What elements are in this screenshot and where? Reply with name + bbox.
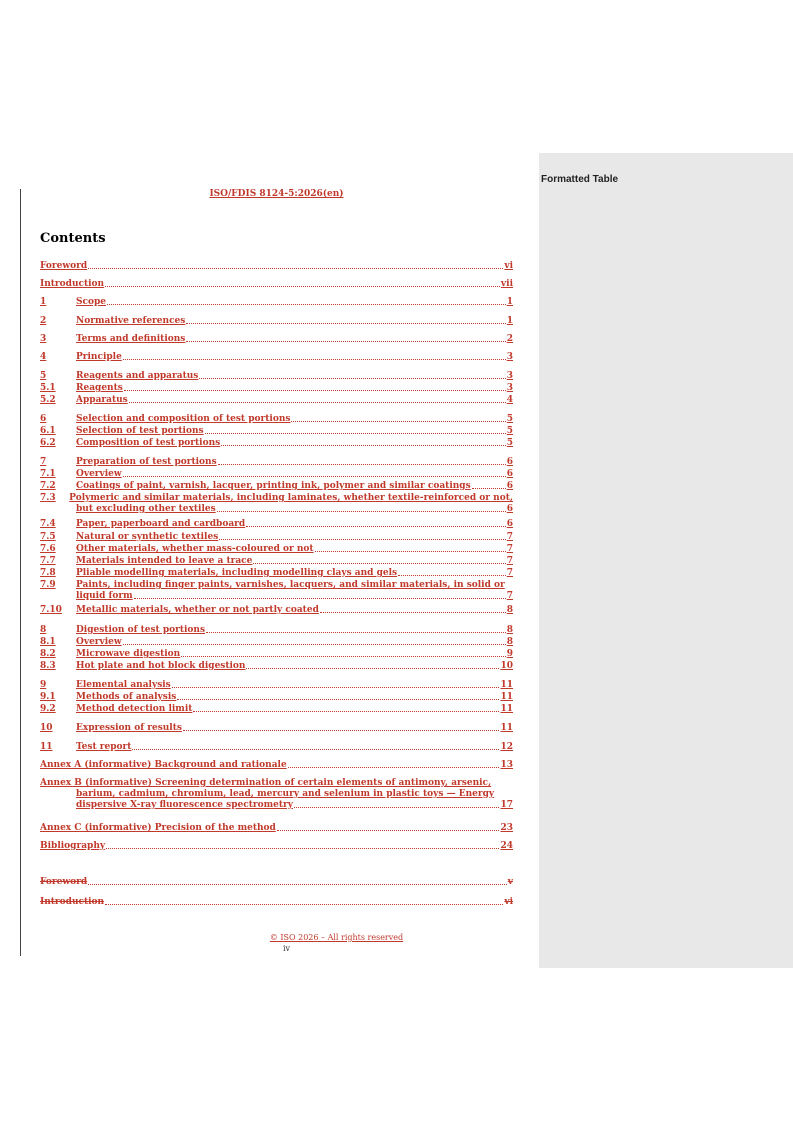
change-bar bbox=[20, 189, 21, 956]
toc-number: 8.3 bbox=[40, 661, 56, 671]
toc-page-number: 7 bbox=[506, 568, 513, 578]
dot-leader bbox=[129, 395, 506, 403]
toc-title: Expression of results bbox=[76, 723, 182, 733]
toc-page-number: 5 bbox=[506, 438, 513, 448]
toc-title: but excluding other textiles bbox=[76, 504, 216, 514]
toc-title: liquid form bbox=[76, 591, 133, 601]
toc-number: 7 bbox=[40, 457, 47, 467]
toc-number: 7.4 bbox=[40, 519, 56, 529]
toc-title: Metallic materials, whether or not partly coated bbox=[76, 605, 319, 615]
dot-leader bbox=[288, 760, 500, 768]
toc-title: Composition of test portions bbox=[76, 438, 221, 448]
toc-title: Reagents bbox=[76, 383, 123, 393]
toc-page-number: 7 bbox=[506, 544, 513, 554]
toc-number: 9.1 bbox=[40, 692, 56, 702]
toc-page-number: 7 bbox=[506, 532, 513, 542]
toc-title: Other materials, whether mass-coloured or not bbox=[76, 544, 314, 554]
dot-leader bbox=[132, 742, 499, 750]
dot-leader bbox=[88, 877, 507, 885]
toc-number: 8.1 bbox=[40, 637, 56, 647]
dot-leader bbox=[105, 897, 503, 905]
toc-page-number: 12 bbox=[500, 742, 513, 752]
toc-title: Coatings of paint, varnish, lacquer, printing ink, polymer and similar coatings bbox=[76, 481, 471, 491]
toc-number bbox=[40, 591, 76, 601]
toc-page-number: 1 bbox=[506, 316, 513, 326]
toc-number: 8.2 bbox=[40, 649, 56, 659]
dot-leader bbox=[246, 661, 499, 669]
formatted-table-comment: Formatted Table bbox=[541, 174, 619, 185]
toc-page-number: 11 bbox=[500, 723, 513, 733]
toc-title: Materials intended to leave a trace bbox=[76, 556, 253, 566]
toc-title: Hot plate and hot block digestion bbox=[76, 661, 246, 671]
toc-title: Selection of test portions bbox=[76, 426, 204, 436]
toc-page-number: 10 bbox=[500, 661, 513, 671]
toc-title: Overview bbox=[76, 637, 122, 647]
toc-page-number: 8 bbox=[506, 605, 513, 615]
toc-number bbox=[40, 789, 76, 799]
dot-leader bbox=[123, 469, 506, 477]
dot-leader bbox=[205, 426, 506, 434]
dot-leader bbox=[183, 723, 500, 731]
dot-leader bbox=[193, 704, 499, 712]
toc-page-number: 1 bbox=[506, 297, 513, 307]
toc-number: 2 bbox=[40, 316, 47, 326]
toc-title: Reagents and apparatus bbox=[76, 371, 199, 381]
toc-number: 11 bbox=[40, 742, 53, 752]
dot-leader bbox=[124, 383, 506, 391]
toc-title: Preparation of test portions bbox=[76, 457, 217, 467]
page-number: iv bbox=[282, 944, 291, 953]
toc-number: 1 bbox=[40, 297, 47, 307]
dot-leader bbox=[315, 544, 506, 552]
toc-page-number: 11 bbox=[500, 692, 513, 702]
toc-page-number: 2 bbox=[506, 334, 513, 344]
toc-title: Terms and definitions bbox=[76, 334, 186, 344]
toc-page-number: 6 bbox=[506, 457, 513, 467]
toc-page-number: 4 bbox=[506, 395, 513, 405]
dot-leader bbox=[105, 279, 500, 287]
toc-title: Annex A (informative) Background and rationale bbox=[40, 760, 287, 770]
dot-leader bbox=[186, 334, 505, 342]
dot-leader bbox=[253, 556, 505, 564]
dot-leader bbox=[172, 680, 500, 688]
toc-number: 6.1 bbox=[40, 426, 56, 436]
toc-number: 4 bbox=[40, 352, 47, 362]
toc-page-number: 9 bbox=[506, 649, 513, 659]
toc-number: 10 bbox=[40, 723, 53, 733]
dot-leader bbox=[186, 316, 505, 324]
dot-leader bbox=[123, 352, 506, 360]
toc-page-number: 5 bbox=[506, 414, 513, 424]
toc-number: 8 bbox=[40, 625, 47, 635]
toc-page-number: 6 bbox=[506, 481, 513, 491]
dot-leader bbox=[88, 261, 503, 269]
toc-page-number: 3 bbox=[506, 383, 513, 393]
toc-title: Elemental analysis bbox=[76, 680, 171, 690]
toc-number: 7.7 bbox=[40, 556, 56, 566]
dot-leader bbox=[177, 692, 499, 700]
dot-leader bbox=[277, 823, 500, 831]
toc-page-number: 3 bbox=[506, 371, 513, 381]
toc-number: 9.2 bbox=[40, 704, 56, 714]
dot-leader bbox=[221, 438, 506, 446]
dot-leader bbox=[294, 800, 499, 808]
dot-leader bbox=[218, 457, 506, 465]
dot-leader bbox=[291, 414, 505, 422]
toc-number: 9 bbox=[40, 680, 47, 690]
toc-title: Polymeric and similar materials, including laminates, whether textile-reinforced or not, bbox=[69, 493, 513, 503]
document-header: ISO/FDIS 8124-5:2026(en) bbox=[209, 189, 344, 199]
comment-sidebar bbox=[539, 153, 793, 968]
toc-title: Apparatus bbox=[76, 395, 128, 405]
toc-page-number: 6 bbox=[506, 519, 513, 529]
toc-page-number: 24 bbox=[500, 841, 513, 851]
toc-page-number: 8 bbox=[506, 625, 513, 635]
toc-title: Bibliography bbox=[40, 841, 106, 851]
toc-title: barium, cadmium, chromium, lead, mercury and selenium in plastic toys — Energy bbox=[76, 789, 495, 799]
toc-number bbox=[40, 504, 76, 514]
toc-page-number: 3 bbox=[506, 352, 513, 362]
toc-number: 7.10 bbox=[40, 605, 62, 615]
toc-number: 3 bbox=[40, 334, 47, 344]
toc-title: Paints, including finger paints, varnishes, lacquers, and similar materials, in solid or bbox=[76, 580, 505, 590]
toc-page-number: 17 bbox=[500, 800, 513, 810]
dot-leader bbox=[206, 625, 506, 633]
toc-page-number: vii bbox=[500, 279, 513, 289]
toc-title: Method detection limit bbox=[76, 704, 193, 714]
toc-title: Microwave digestion bbox=[76, 649, 181, 659]
toc-title: Methods of analysis bbox=[76, 692, 177, 702]
toc-page-number: 5 bbox=[506, 426, 513, 436]
toc-page-number: 6 bbox=[506, 469, 513, 479]
toc-page-number: v bbox=[507, 877, 513, 887]
dot-leader bbox=[199, 371, 505, 379]
toc-title: Principle bbox=[76, 352, 122, 362]
copyright-footer: © ISO 2026 – All rights reserved bbox=[269, 933, 404, 942]
toc-title: Introduction bbox=[40, 279, 105, 289]
toc-number: 7.1 bbox=[40, 469, 56, 479]
toc-title: Annex B (informative) Screening determination of certain elements of antimony, arsenic, bbox=[40, 778, 492, 788]
toc-page-number: 23 bbox=[500, 823, 513, 833]
toc-number: 5 bbox=[40, 371, 47, 381]
toc-title: Pliable modelling materials, including modelling clays and gels bbox=[76, 568, 398, 578]
toc-number: 7.8 bbox=[40, 568, 56, 578]
toc-number: 7.5 bbox=[40, 532, 56, 542]
toc-title: Test report bbox=[76, 742, 132, 752]
toc-page-number: 7 bbox=[506, 556, 513, 566]
toc-page-number: 11 bbox=[500, 704, 513, 714]
dot-leader bbox=[246, 519, 506, 527]
toc-title: Normative references bbox=[76, 316, 186, 326]
dot-leader bbox=[472, 481, 506, 489]
toc-title: dispersive X-ray fluorescence spectrometry bbox=[76, 800, 294, 810]
toc-title: Foreword bbox=[40, 261, 88, 271]
toc-title: Digestion of test portions bbox=[76, 625, 206, 635]
toc-page-number: 8 bbox=[506, 637, 513, 647]
toc-title: Selection and composition of test portions bbox=[76, 414, 291, 424]
contents-heading: Contents bbox=[40, 231, 106, 246]
toc-number: 5.1 bbox=[40, 383, 56, 393]
toc-page-number: 7 bbox=[506, 591, 513, 601]
toc-number: 7.6 bbox=[40, 544, 56, 554]
toc-number: 7.9 bbox=[40, 580, 56, 590]
toc-number: 7.2 bbox=[40, 481, 56, 491]
toc-title: Paper, paperboard and cardboard bbox=[76, 519, 246, 529]
toc-title: Overview bbox=[76, 469, 122, 479]
toc-title: Foreword bbox=[40, 877, 88, 887]
dot-leader bbox=[219, 532, 505, 540]
dot-leader bbox=[123, 637, 506, 645]
dot-leader bbox=[181, 649, 506, 657]
dot-leader bbox=[320, 605, 506, 613]
toc-title: Annex C (informative) Precision of the method bbox=[40, 823, 276, 833]
dot-leader bbox=[107, 297, 506, 305]
dot-leader bbox=[134, 591, 506, 599]
toc-number: 6.2 bbox=[40, 438, 56, 448]
toc-number: 6 bbox=[40, 414, 47, 424]
toc-title: Natural or synthetic textiles bbox=[76, 532, 219, 542]
toc-page-number: vi bbox=[504, 897, 513, 907]
dot-leader bbox=[398, 568, 506, 576]
toc-number: 5.2 bbox=[40, 395, 56, 405]
toc-page-number: 13 bbox=[500, 760, 513, 770]
toc-page-number: vi bbox=[504, 261, 513, 271]
dot-leader bbox=[217, 504, 506, 512]
toc-title: Scope bbox=[76, 297, 107, 307]
toc-number bbox=[40, 800, 76, 810]
toc-title: Introduction bbox=[40, 897, 105, 907]
toc-page-number: 11 bbox=[500, 680, 513, 690]
toc-page-number: 6 bbox=[506, 504, 513, 514]
dot-leader bbox=[106, 841, 499, 849]
toc-number: 7.3 bbox=[40, 493, 56, 503]
